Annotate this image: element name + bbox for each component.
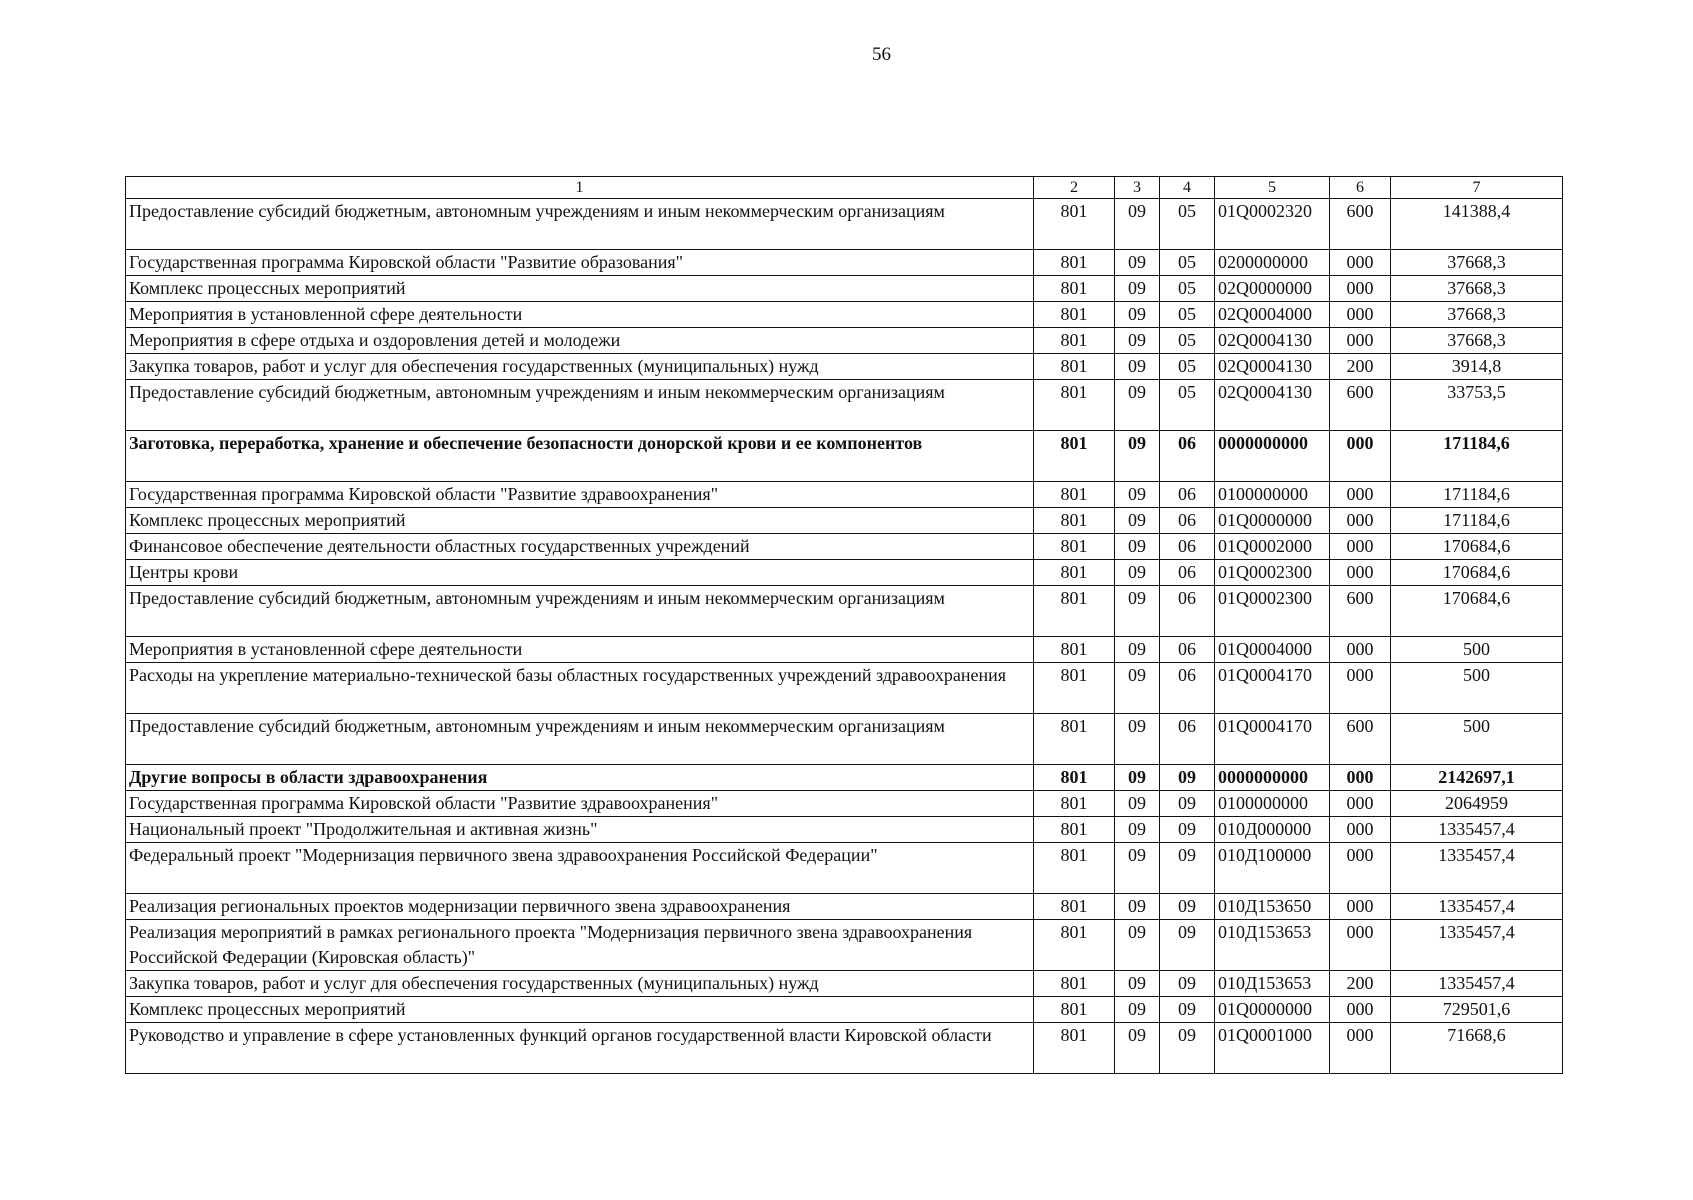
expense-type-cell: 000 xyxy=(1330,328,1391,354)
amount-cell: 33753,5 xyxy=(1391,380,1563,431)
target-article-cell: 0100000000 xyxy=(1215,791,1330,817)
subsection-code-cell: 05 xyxy=(1160,328,1215,354)
amount-cell: 1335457,4 xyxy=(1391,920,1563,971)
row-name-cell: Закупка товаров, работ и услуг для обеспечения государственных (муниципальных) нужд xyxy=(126,971,1034,997)
expense-type-cell: 000 xyxy=(1330,1023,1391,1074)
target-article-cell: 010Д100000 xyxy=(1215,843,1330,894)
ministry-code-cell: 801 xyxy=(1034,663,1115,714)
subsection-code-cell: 06 xyxy=(1160,586,1215,637)
amount-cell: 170684,6 xyxy=(1391,534,1563,560)
table-row xyxy=(126,328,1563,354)
table-row xyxy=(126,380,1563,431)
subsection-code-cell: 05 xyxy=(1160,199,1215,250)
table-row xyxy=(126,1023,1563,1074)
row-name-cell: Заготовка, переработка, хранение и обеспечение безопасности донорской крови и ее компонентов xyxy=(126,431,1034,482)
subsection-code-cell: 05 xyxy=(1160,302,1215,328)
subsection-code-cell: 09 xyxy=(1160,997,1215,1023)
expense-type-cell: 000 xyxy=(1330,791,1391,817)
amount-cell: 171184,6 xyxy=(1391,431,1563,482)
section-code-cell: 09 xyxy=(1115,637,1160,663)
amount-cell: 1335457,4 xyxy=(1391,817,1563,843)
target-article-cell: 01Q0000000 xyxy=(1215,508,1330,534)
subsection-code-cell: 05 xyxy=(1160,380,1215,431)
section-code-cell: 09 xyxy=(1115,1023,1160,1074)
subsection-code-cell: 06 xyxy=(1160,560,1215,586)
header-cell: 5 xyxy=(1215,177,1330,199)
subsection-code-cell: 09 xyxy=(1160,1023,1215,1074)
target-article-cell: 02Q0004130 xyxy=(1215,380,1330,431)
expense-type-cell: 000 xyxy=(1330,894,1391,920)
section-code-cell: 09 xyxy=(1115,971,1160,997)
section-code-cell: 09 xyxy=(1115,843,1160,894)
expense-type-cell: 600 xyxy=(1330,586,1391,637)
ministry-code-cell: 801 xyxy=(1034,431,1115,482)
amount-cell: 171184,6 xyxy=(1391,482,1563,508)
target-article-cell: 010Д153650 xyxy=(1215,894,1330,920)
section-code-cell: 09 xyxy=(1115,328,1160,354)
subsection-code-cell: 09 xyxy=(1160,894,1215,920)
amount-cell: 171184,6 xyxy=(1391,508,1563,534)
amount-cell: 141388,4 xyxy=(1391,199,1563,250)
section-code-cell: 09 xyxy=(1115,380,1160,431)
expense-type-cell: 200 xyxy=(1330,971,1391,997)
ministry-code-cell: 801 xyxy=(1034,199,1115,250)
table-row xyxy=(126,765,1563,791)
expense-type-cell: 600 xyxy=(1330,380,1391,431)
target-article-cell: 02Q0000000 xyxy=(1215,276,1330,302)
header-cell: 2 xyxy=(1034,177,1115,199)
table-row xyxy=(126,276,1563,302)
amount-cell: 3914,8 xyxy=(1391,354,1563,380)
section-code-cell: 09 xyxy=(1115,997,1160,1023)
target-article-cell: 010Д153653 xyxy=(1215,971,1330,997)
row-name-cell: Предоставление субсидий бюджетным, автономным учреждениям и иным некоммерческим организациям xyxy=(126,199,1034,250)
target-article-cell: 01Q0004170 xyxy=(1215,663,1330,714)
expense-type-cell: 200 xyxy=(1330,354,1391,380)
amount-cell: 1335457,4 xyxy=(1391,843,1563,894)
ministry-code-cell: 801 xyxy=(1034,482,1115,508)
row-name-cell: Предоставление субсидий бюджетным, автономным учреждениям и иным некоммерческим организациям xyxy=(126,714,1034,765)
expense-type-cell: 000 xyxy=(1330,431,1391,482)
section-code-cell: 09 xyxy=(1115,302,1160,328)
subsection-code-cell: 06 xyxy=(1160,482,1215,508)
table-row xyxy=(126,637,1563,663)
expense-type-cell: 000 xyxy=(1330,482,1391,508)
subsection-code-cell: 09 xyxy=(1160,765,1215,791)
target-article-cell: 02Q0004000 xyxy=(1215,302,1330,328)
header-cell: 1 xyxy=(126,177,1034,199)
table-row xyxy=(126,302,1563,328)
ministry-code-cell: 801 xyxy=(1034,250,1115,276)
table-row xyxy=(126,817,1563,843)
row-name-cell: Мероприятия в установленной сфере деятельности xyxy=(126,637,1034,663)
ministry-code-cell: 801 xyxy=(1034,637,1115,663)
table-row xyxy=(126,971,1563,997)
section-code-cell: 09 xyxy=(1115,250,1160,276)
ministry-code-cell: 801 xyxy=(1034,586,1115,637)
amount-cell: 37668,3 xyxy=(1391,276,1563,302)
row-name-cell: Национальный проект "Продолжительная и активная жизнь" xyxy=(126,817,1034,843)
table-row xyxy=(126,714,1563,765)
row-name-cell: Предоставление субсидий бюджетным, автономным учреждениям и иным некоммерческим организациям xyxy=(126,380,1034,431)
amount-cell: 71668,6 xyxy=(1391,1023,1563,1074)
target-article-cell: 0200000000 xyxy=(1215,250,1330,276)
row-name-cell: Закупка товаров, работ и услуг для обеспечения государственных (муниципальных) нужд xyxy=(126,354,1034,380)
amount-cell: 170684,6 xyxy=(1391,560,1563,586)
section-code-cell: 09 xyxy=(1115,508,1160,534)
target-article-cell: 02Q0004130 xyxy=(1215,354,1330,380)
amount-cell: 500 xyxy=(1391,637,1563,663)
section-code-cell: 09 xyxy=(1115,791,1160,817)
expense-type-cell: 000 xyxy=(1330,302,1391,328)
row-name-cell: Центры крови xyxy=(126,560,1034,586)
ministry-code-cell: 801 xyxy=(1034,380,1115,431)
section-code-cell: 09 xyxy=(1115,534,1160,560)
target-article-cell: 0000000000 xyxy=(1215,431,1330,482)
expense-type-cell: 000 xyxy=(1330,560,1391,586)
header-cell: 7 xyxy=(1391,177,1563,199)
target-article-cell: 010Д000000 xyxy=(1215,817,1330,843)
target-article-cell: 01Q0002320 xyxy=(1215,199,1330,250)
amount-cell: 170684,6 xyxy=(1391,586,1563,637)
row-name-cell: Расходы на укрепление материально-технической базы областных государственных учреждений здравоохранения xyxy=(126,663,1034,714)
ministry-code-cell: 801 xyxy=(1034,997,1115,1023)
target-article-cell: 01Q0002000 xyxy=(1215,534,1330,560)
amount-cell: 500 xyxy=(1391,714,1563,765)
ministry-code-cell: 801 xyxy=(1034,302,1115,328)
expense-type-cell: 600 xyxy=(1330,714,1391,765)
target-article-cell: 01Q0000000 xyxy=(1215,997,1330,1023)
subsection-code-cell: 06 xyxy=(1160,637,1215,663)
table-row xyxy=(126,534,1563,560)
expense-type-cell: 000 xyxy=(1330,843,1391,894)
expense-type-cell: 000 xyxy=(1330,663,1391,714)
table-row xyxy=(126,508,1563,534)
header-cell: 3 xyxy=(1115,177,1160,199)
table-row xyxy=(126,586,1563,637)
section-code-cell: 09 xyxy=(1115,663,1160,714)
subsection-code-cell: 05 xyxy=(1160,354,1215,380)
table-row xyxy=(126,560,1563,586)
table-header-row xyxy=(126,177,1563,199)
ministry-code-cell: 801 xyxy=(1034,817,1115,843)
page-number: 56 xyxy=(872,44,891,65)
ministry-code-cell: 801 xyxy=(1034,354,1115,380)
table-row xyxy=(126,920,1563,971)
section-code-cell: 09 xyxy=(1115,817,1160,843)
expense-type-cell: 000 xyxy=(1330,508,1391,534)
header-cell: 6 xyxy=(1330,177,1391,199)
subsection-code-cell: 09 xyxy=(1160,843,1215,894)
section-code-cell: 09 xyxy=(1115,920,1160,971)
table-row xyxy=(126,199,1563,250)
ministry-code-cell: 801 xyxy=(1034,328,1115,354)
row-name-cell: Государственная программа Кировской области "Развитие здравоохранения" xyxy=(126,791,1034,817)
target-article-cell: 01Q0002300 xyxy=(1215,586,1330,637)
subsection-code-cell: 06 xyxy=(1160,534,1215,560)
ministry-code-cell: 801 xyxy=(1034,765,1115,791)
ministry-code-cell: 801 xyxy=(1034,843,1115,894)
subsection-code-cell: 05 xyxy=(1160,276,1215,302)
expense-type-cell: 000 xyxy=(1330,534,1391,560)
expense-type-cell: 000 xyxy=(1330,920,1391,971)
subsection-code-cell: 09 xyxy=(1160,920,1215,971)
section-code-cell: 09 xyxy=(1115,431,1160,482)
ministry-code-cell: 801 xyxy=(1034,560,1115,586)
ministry-code-cell: 801 xyxy=(1034,971,1115,997)
expense-type-cell: 000 xyxy=(1330,250,1391,276)
header-cell: 4 xyxy=(1160,177,1215,199)
expense-type-cell: 000 xyxy=(1330,276,1391,302)
section-code-cell: 09 xyxy=(1115,276,1160,302)
ministry-code-cell: 801 xyxy=(1034,276,1115,302)
row-name-cell: Мероприятия в сфере отдыха и оздоровления детей и молодежи xyxy=(126,328,1034,354)
table-row xyxy=(126,791,1563,817)
table-row xyxy=(126,663,1563,714)
row-name-cell: Федеральный проект "Модернизация первичного звена здравоохранения Российской Федерации" xyxy=(126,843,1034,894)
table-row xyxy=(126,250,1563,276)
amount-cell: 729501,6 xyxy=(1391,997,1563,1023)
ministry-code-cell: 801 xyxy=(1034,714,1115,765)
row-name-cell: Комплекс процессных мероприятий xyxy=(126,276,1034,302)
table-row xyxy=(126,894,1563,920)
subsection-code-cell: 09 xyxy=(1160,791,1215,817)
subsection-code-cell: 06 xyxy=(1160,431,1215,482)
expense-type-cell: 000 xyxy=(1330,817,1391,843)
expense-type-cell: 000 xyxy=(1330,637,1391,663)
row-name-cell: Руководство и управление в сфере установленных функций органов государственной власти Кировской области xyxy=(126,1023,1034,1074)
row-name-cell: Комплекс процессных мероприятий xyxy=(126,997,1034,1023)
amount-cell: 37668,3 xyxy=(1391,328,1563,354)
subsection-code-cell: 09 xyxy=(1160,971,1215,997)
row-name-cell: Комплекс процессных мероприятий xyxy=(126,508,1034,534)
amount-cell: 2064959 xyxy=(1391,791,1563,817)
target-article-cell: 01Q0001000 xyxy=(1215,1023,1330,1074)
ministry-code-cell: 801 xyxy=(1034,508,1115,534)
amount-cell: 2142697,1 xyxy=(1391,765,1563,791)
amount-cell: 1335457,4 xyxy=(1391,971,1563,997)
amount-cell: 500 xyxy=(1391,663,1563,714)
table-row xyxy=(126,482,1563,508)
subsection-code-cell: 09 xyxy=(1160,817,1215,843)
section-code-cell: 09 xyxy=(1115,894,1160,920)
expense-type-cell: 000 xyxy=(1330,765,1391,791)
table-row xyxy=(126,354,1563,380)
target-article-cell: 02Q0004130 xyxy=(1215,328,1330,354)
row-name-cell: Мероприятия в установленной сфере деятельности xyxy=(126,302,1034,328)
subsection-code-cell: 05 xyxy=(1160,250,1215,276)
amount-cell: 37668,3 xyxy=(1391,250,1563,276)
section-code-cell: 09 xyxy=(1115,354,1160,380)
section-code-cell: 09 xyxy=(1115,560,1160,586)
table-row xyxy=(126,431,1563,482)
target-article-cell: 0000000000 xyxy=(1215,765,1330,791)
row-name-cell: Государственная программа Кировской области "Развитие здравоохранения" xyxy=(126,482,1034,508)
ministry-code-cell: 801 xyxy=(1034,791,1115,817)
row-name-cell: Другие вопросы в области здравоохранения xyxy=(126,765,1034,791)
ministry-code-cell: 801 xyxy=(1034,534,1115,560)
target-article-cell: 01Q0002300 xyxy=(1215,560,1330,586)
amount-cell: 37668,3 xyxy=(1391,302,1563,328)
section-code-cell: 09 xyxy=(1115,482,1160,508)
section-code-cell: 09 xyxy=(1115,586,1160,637)
section-code-cell: 09 xyxy=(1115,714,1160,765)
table-row xyxy=(126,843,1563,894)
ministry-code-cell: 801 xyxy=(1034,920,1115,971)
budget-table xyxy=(125,176,1563,1074)
expense-type-cell: 000 xyxy=(1330,997,1391,1023)
section-code-cell: 09 xyxy=(1115,199,1160,250)
row-name-cell: Реализация мероприятий в рамках регионального проекта "Модернизация первичного звена здравоохранения Российской Федерации (Кировская область)" xyxy=(126,920,1034,971)
target-article-cell: 010Д153653 xyxy=(1215,920,1330,971)
table-row xyxy=(126,997,1563,1023)
section-code-cell: 09 xyxy=(1115,765,1160,791)
row-name-cell: Предоставление субсидий бюджетным, автономным учреждениям и иным некоммерческим организациям xyxy=(126,586,1034,637)
subsection-code-cell: 06 xyxy=(1160,663,1215,714)
amount-cell: 1335457,4 xyxy=(1391,894,1563,920)
expense-type-cell: 600 xyxy=(1330,199,1391,250)
ministry-code-cell: 801 xyxy=(1034,1023,1115,1074)
row-name-cell: Государственная программа Кировской области "Развитие образования" xyxy=(126,250,1034,276)
subsection-code-cell: 06 xyxy=(1160,508,1215,534)
row-name-cell: Финансовое обеспечение деятельности областных государственных учреждений xyxy=(126,534,1034,560)
target-article-cell: 01Q0004000 xyxy=(1215,637,1330,663)
target-article-cell: 0100000000 xyxy=(1215,482,1330,508)
target-article-cell: 01Q0004170 xyxy=(1215,714,1330,765)
subsection-code-cell: 06 xyxy=(1160,714,1215,765)
ministry-code-cell: 801 xyxy=(1034,894,1115,920)
row-name-cell: Реализация региональных проектов модернизации первичного звена здравоохранения xyxy=(126,894,1034,920)
